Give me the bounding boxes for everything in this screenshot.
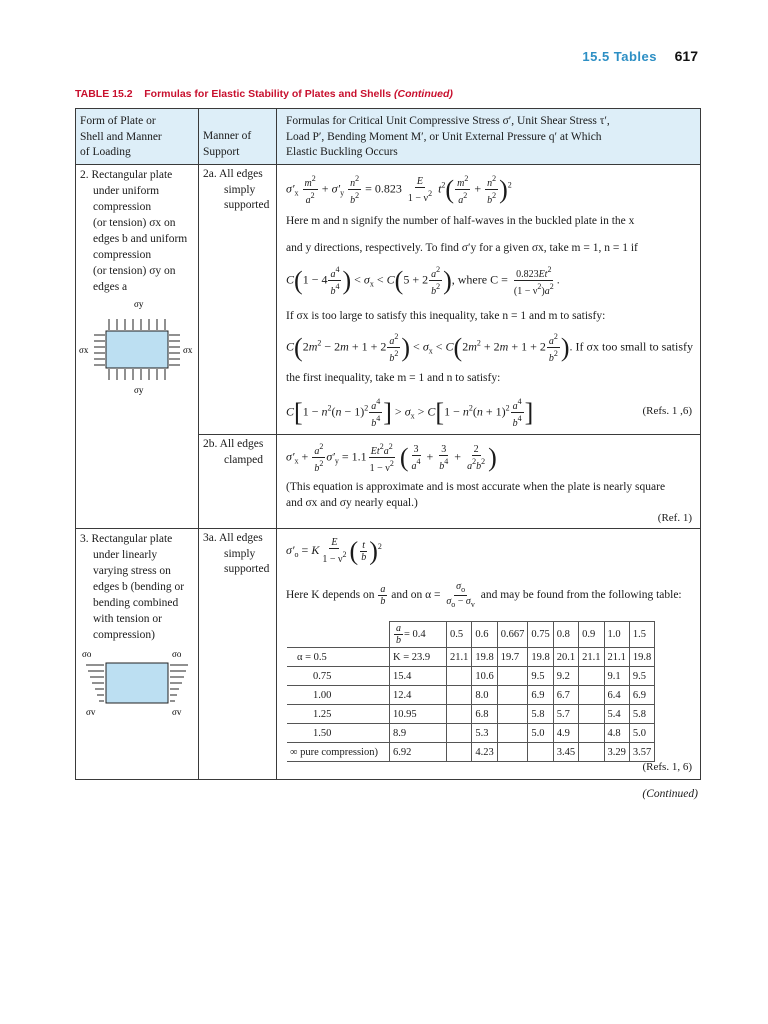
k-cell: 19.8: [472, 648, 497, 667]
k-cell: 6.8: [472, 705, 497, 724]
case3-form-line: edges b (bending or: [93, 581, 185, 593]
k-table: [287, 621, 655, 762]
support-line: simply: [224, 547, 256, 560]
k-cell: 3.57: [629, 743, 654, 762]
table-row: [287, 705, 655, 724]
diagram-label-top-right: σo: [172, 649, 182, 659]
k-cell: 4.8: [604, 724, 629, 743]
k-cell: 19.8: [629, 648, 654, 667]
case3-form-line: bending combined: [93, 597, 179, 609]
case2a-text-5: the first inequality, take m = 1 and n to satisfy:: [286, 372, 501, 384]
case2a-equation-4: $C[1 - n^2(n - 1)^2$ $\frac{a^4}{b^4}$ ] > $\sigma_x > C[1 - n^2(n + 1)^2$ $\frac{a^4}{b^4}$ ]: [286, 397, 534, 429]
case2a-text-4: . If σx too small to satisfy: [569, 339, 694, 354]
k-header-cell: 0.667: [497, 622, 528, 648]
diagram-label-right: σx: [183, 345, 193, 355]
header-manner: [203, 129, 251, 160]
k-cell: 6.4: [604, 686, 629, 705]
k-header-cell: 0.5: [447, 622, 472, 648]
diagram-label-left: σx: [79, 345, 89, 355]
diagram-label-bottom: σy: [134, 385, 144, 395]
table-caption: [75, 88, 453, 100]
k-cell: [528, 743, 553, 762]
case2a-equation-1: $\sigma'_x$ $\frac{m^2}{a^2}$ + $\sigma'_y$ $\frac{n^2}{b^2}$ = 0.823 $\frac{E}{1 - \nu^2}$ $t^2$( $\frac{m^2}{a^2}$ + $\frac{n^2}{b^2}$ )$^2$: [286, 174, 512, 206]
text-after: and may be found from the following table:: [480, 589, 682, 602]
k-cell: [579, 743, 604, 762]
alpha-cell: 1.00: [287, 686, 390, 705]
k-cell: [497, 667, 528, 686]
case2-form-line: edges b and uniform: [93, 233, 188, 245]
case2-form-line: (or tension) σy on: [93, 265, 176, 277]
case3-form-line: with tension or: [93, 613, 162, 625]
k-header-cell: 0.75: [528, 622, 553, 648]
k-cell: [447, 667, 472, 686]
k-cell: 19.8: [528, 648, 553, 667]
case3a-refs: (Refs. 1, 6): [642, 761, 692, 773]
table-row: [287, 686, 655, 705]
case2b-equation: $\sigma'_x$ + $\frac{a^2}{b^2}$ $\sigma'_y = 1.1$ $\frac{Et^2a^2}{1 - \nu^2}$ ( $\frac{3}{a^4}$ + $\frac{3}{b^4}$ + $\frac{2}{a^2b^2}$ ): [286, 442, 497, 474]
case3-plate-diagram: [76, 647, 198, 717]
k-cell: 5.4: [604, 705, 629, 724]
case2-form-line: compression: [93, 201, 152, 213]
k-cell: [579, 705, 604, 724]
case2-form-line: compression: [93, 249, 152, 261]
plate-rect: [106, 331, 168, 368]
k-cell: [579, 667, 604, 686]
formula-table: [75, 108, 701, 780]
case2a-refs: (Refs. 1 ,6): [642, 405, 692, 417]
text-before: Here K depends on: [286, 589, 375, 602]
section-title: 15.5 Tables: [582, 49, 658, 64]
row-2a-2b-divider: [198, 434, 700, 435]
case3a-support: [203, 531, 269, 578]
k-cell: 12.4: [390, 686, 447, 705]
k-cell: [447, 724, 472, 743]
case2-plate-diagram: [76, 297, 198, 397]
k-cell: 4.23: [472, 743, 497, 762]
case2-form-line: 2. Rectangular plate: [80, 169, 173, 181]
text-mid: and on α =: [391, 589, 441, 602]
k-cell: 6.9: [528, 686, 553, 705]
k-cell: 5.8: [629, 705, 654, 724]
alpha-cell: 1.25: [287, 705, 390, 724]
header-manner-line: Manner of: [203, 130, 252, 142]
header-form: [80, 114, 162, 161]
k-cell: 9.5: [629, 667, 654, 686]
k-header-cell: 0.8: [553, 622, 578, 648]
k-cell: 5.0: [629, 724, 654, 743]
k-cell: 9.1: [604, 667, 629, 686]
header-form-line: Form of Plate or: [80, 115, 156, 127]
header-formulas-line: Elastic Buckling Occurs: [286, 146, 398, 158]
case2b-note-2: and σx and σy nearly equal.): [286, 497, 418, 509]
table-row: [287, 743, 655, 762]
diagram-label-top: σy: [134, 299, 144, 309]
table-title: Formulas for Elastic Stability of Plates and Shells: [144, 88, 392, 100]
header-formulas: [286, 114, 610, 161]
alpha-cell: ∞ pure compression): [287, 743, 390, 762]
support-line: supported: [224, 199, 270, 211]
k-cell: [447, 686, 472, 705]
footer-continued: (Continued): [642, 788, 698, 800]
k-cell: [497, 686, 528, 705]
case2a-support: [203, 167, 269, 214]
k-cell: 21.1: [604, 648, 629, 667]
case2b-support: [203, 437, 263, 468]
k-cell: 10.6: [472, 667, 497, 686]
case2-form-line: edges a: [93, 281, 128, 293]
k-cell: 6.9: [629, 686, 654, 705]
case3a-equation: $\sigma'_o = K$ $\frac{E}{1 - \nu^2}$ ( $\frac{t}{b}$ )$^2$: [286, 536, 382, 566]
k-cell: [497, 705, 528, 724]
col-divider-2: [276, 109, 277, 779]
diagram-label-bottom-left: σv: [86, 707, 96, 717]
alpha-cell: 0.75: [287, 667, 390, 686]
k-cell: 5.8: [528, 705, 553, 724]
k-cell: 5.7: [553, 705, 578, 724]
k-cell: 5.0: [528, 724, 553, 743]
k-cell: 6.7: [553, 686, 578, 705]
diagram-label-top-left: σo: [82, 649, 92, 659]
running-header: [582, 48, 698, 64]
k-cell: 10.95: [390, 705, 447, 724]
case2-form: [80, 167, 187, 295]
k-cell: [579, 724, 604, 743]
k-header-cell: 1.0: [604, 622, 629, 648]
k-header-cell: 0.6: [472, 622, 497, 648]
case3-form-line: under linearly: [93, 549, 158, 561]
case3a-text: Here K depends on $\frac{a}{b}$ and on α = $\frac{\sigma_o}{\sigma_o - \sigma_v}$ and may be found from the following table:: [286, 581, 682, 609]
support-line: clamped: [224, 453, 263, 466]
k-cell: [497, 743, 528, 762]
diagram-label-bottom-right: σv: [172, 707, 182, 717]
table-row: [287, 724, 655, 743]
case2a-text-2: and y directions, respectively. To find σ′y for a given σx, take m = 1, n = 1 if: [286, 242, 638, 254]
header-manner-line: Support: [203, 145, 240, 158]
case2a-text-1: Here m and n signify the number of half-waves in the buckled plate in the x: [286, 215, 635, 227]
k-cell: 20.1: [553, 648, 578, 667]
col-divider-1: [198, 109, 199, 779]
k-cell: 4.9: [553, 724, 578, 743]
k-cell: [579, 686, 604, 705]
plate-rect: [106, 663, 168, 703]
row-2-3-divider: [76, 528, 700, 529]
case3-form-line: compression): [93, 629, 155, 641]
case2a-text-3: If σx is too large to satisfy this inequality, take n = 1 and m to satisfy:: [286, 310, 606, 322]
case2a-equation-3: $C(2m^2 - 2m + 1 + 2$ $\frac{a^2}{b^2}$ ) < $\sigma_x < C(2m^2 + 2m + 1 + 2$ $\frac{a^2}{b^2}$ ). If σx too small to satisfy: [286, 332, 694, 364]
case2b-note-1: (This equation is approximate and is most accurate when the plate is nearly square: [286, 481, 666, 493]
table-label: TABLE 15.2: [75, 88, 133, 100]
case2-form-line: under uniform: [93, 185, 160, 197]
case2-form-line: (or tension) σx on: [93, 217, 176, 229]
k-table-header-row: [287, 622, 655, 648]
header-divider: [76, 164, 700, 165]
k-cell: [497, 724, 528, 743]
header-form-line: of Loading: [80, 146, 131, 158]
k-cell: 21.1: [447, 648, 472, 667]
k-cell: 8.9: [390, 724, 447, 743]
case3-form-line: varying stress on: [93, 565, 171, 577]
k-cell: K = 23.9: [390, 648, 447, 667]
support-line: supported: [224, 563, 270, 575]
k-cell: 21.1: [579, 648, 604, 667]
k-cell: [447, 743, 472, 762]
page-number: 617: [674, 48, 698, 64]
k-cell: 19.7: [497, 648, 528, 667]
k-cell: 9.5: [528, 667, 553, 686]
support-line: 3a. All edges: [203, 532, 263, 544]
case2b-refs: (Ref. 1): [657, 512, 692, 524]
k-cell: 9.2: [553, 667, 578, 686]
header-form-line: Shell and Manner: [80, 130, 162, 143]
alpha-cell: α = 0.5: [287, 648, 390, 667]
k-header-cell: 1.5: [629, 622, 654, 648]
k-table-corner: [287, 622, 390, 648]
k-cell: [447, 705, 472, 724]
table-continued: (Continued): [394, 88, 453, 100]
support-line: 2b. All edges: [203, 438, 264, 450]
support-line: simply: [224, 183, 256, 196]
k-cell: 6.92: [390, 743, 447, 762]
support-line: 2a. All edges: [203, 168, 263, 180]
k-cell: 5.3: [472, 724, 497, 743]
k-header-cell: 0.9: [579, 622, 604, 648]
k-cell: 3.45: [553, 743, 578, 762]
header-formulas-line: Load P′, Bending Moment M′, or Unit External Pressure q′ at Which: [286, 130, 602, 143]
case2a-equation-2: C(1 − 4 $\frac{a^4}{b^4}$ ) < $\sigma_x < C(5 + 2$ $\frac{a^2}{b^2}$ ), where C = $\frac{0.823Et^2}{(1 - \nu^2)a^2}$ .: [286, 265, 560, 297]
where-text: , where C =: [451, 272, 508, 287]
k-header-cell: $\frac{a}{b}$ = 0.4: [390, 622, 447, 648]
table-row: [287, 648, 655, 667]
case3-form-line: 3. Rectangular plate: [80, 533, 173, 545]
table-row: [287, 667, 655, 686]
k-cell: 15.4: [390, 667, 447, 686]
case3-form: [80, 531, 184, 643]
k-cell: 3.29: [604, 743, 629, 762]
alpha-cell: 1.50: [287, 724, 390, 743]
header-formulas-line: Formulas for Critical Unit Compressive Stress σ′, Unit Shear Stress τ′,: [286, 115, 610, 127]
k-cell: 8.0: [472, 686, 497, 705]
